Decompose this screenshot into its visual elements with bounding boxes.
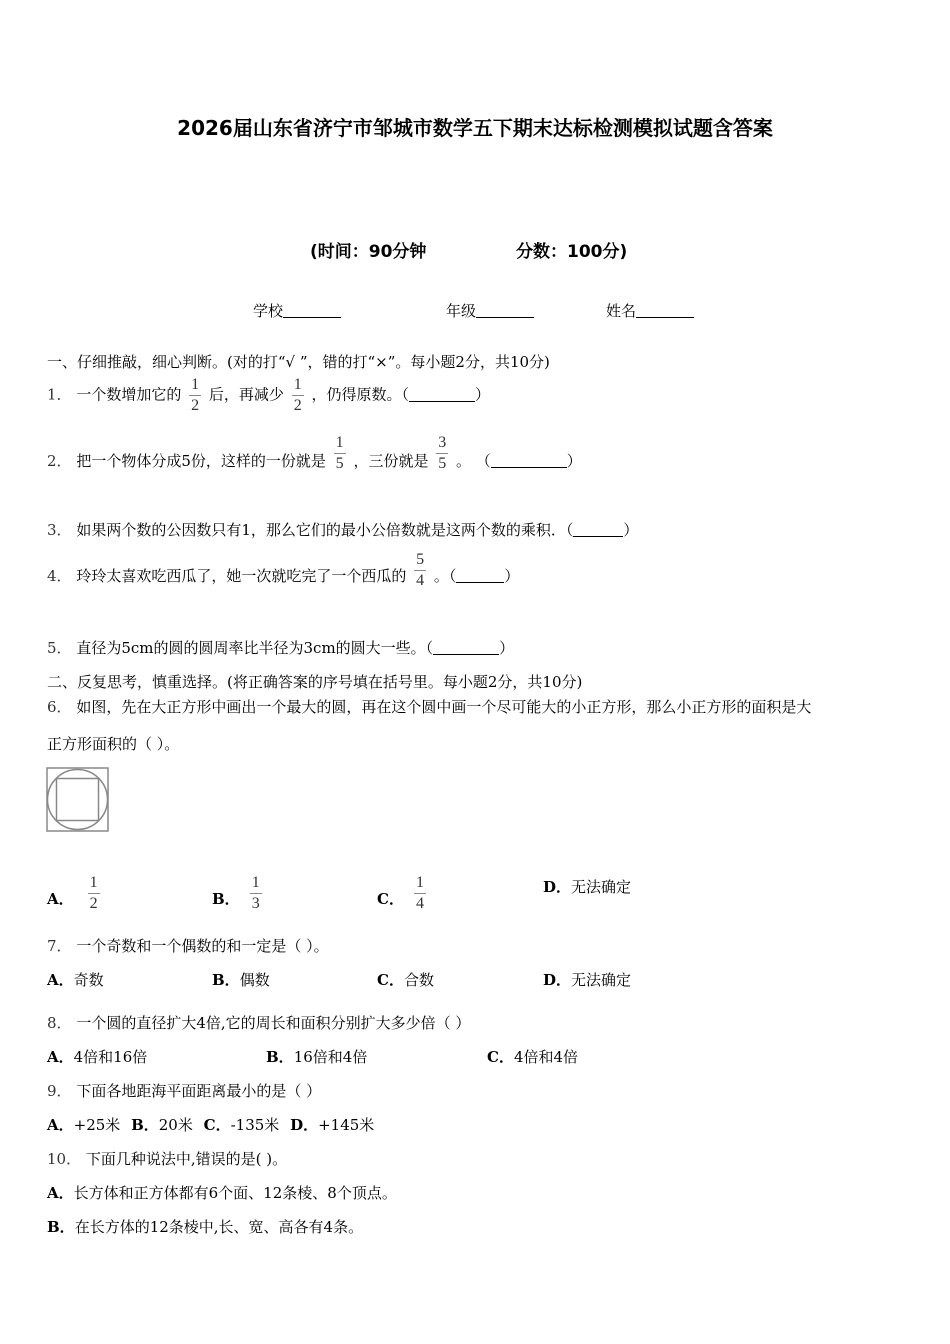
question-8: [47, 1012, 470, 1033]
q10-option-b[interactable]: B．在长方体的12条棱中,长、宽、高各有4条。: [47, 1218, 364, 1236]
q2-close: ）: [566, 452, 582, 470]
q1-close: ）: [475, 385, 491, 404]
q6-option-a[interactable]: A． $\frac{1}{2}$: [47, 874, 98, 912]
question-3: [47, 519, 638, 540]
q2-number: 2．: [47, 452, 72, 470]
section1-heading: 一、仔细推敲，细心判断。(对的打“√ ”，错的打“×”。每小题2分，共10分): [47, 353, 550, 371]
q9-option-d[interactable]: D．+145米: [290, 1116, 375, 1134]
q5-number: 5．: [47, 639, 72, 657]
name-label: 姓名: [606, 302, 637, 320]
question-4: [47, 552, 519, 589]
exam-score: 分数：100分): [516, 242, 628, 262]
q4-text-a: 玲玲太喜欢吃西瓜了，她一次就吃完了一个西瓜的: [76, 567, 407, 585]
q6-figure-square-circle: [46, 767, 110, 833]
q5-answer-blank[interactable]: [433, 639, 499, 655]
q8-option-a[interactable]: A．4倍和16倍: [47, 1048, 148, 1066]
q1-text-b: 后，再减少: [208, 385, 284, 404]
question-5: [47, 637, 514, 658]
section2-heading: 二、反复思考，慎重选择。(将正确答案的序号填在括号里。每小题2分，共10分): [47, 673, 583, 691]
q9-text: 下面各地距海平面距离最小的是（ ）: [76, 1082, 322, 1100]
exam-time: (时间：90分钟: [310, 242, 427, 262]
q2-answer-blank[interactable]: [491, 452, 567, 468]
q4-text-b: 。（: [433, 567, 457, 585]
q5-close: ）: [499, 639, 515, 657]
school-label: 学校: [253, 302, 284, 320]
question-9: [47, 1080, 321, 1101]
grade-label: 年级: [446, 302, 477, 320]
q6-option-a-fraction: $\frac{1}{2}$: [89, 874, 98, 912]
q2-text-b: ，三份就是: [353, 452, 429, 470]
q2-text-a: 把一个物体分成5份，这样的一份就是: [76, 452, 326, 470]
q7-text: 一个奇数和一个偶数的和一定是（ ）。: [76, 937, 329, 955]
question-6: [47, 696, 811, 717]
q7-option-a[interactable]: A．奇数: [47, 971, 104, 989]
q6-option-c-fraction: $\frac{1}{4}$: [415, 874, 424, 912]
q1-number: 1．: [47, 385, 72, 404]
q10-text: 下面几种说法中,错误的是( )。: [85, 1150, 288, 1168]
q6-option-d[interactable]: D．无法确定: [543, 878, 632, 896]
q6-number: 6．: [47, 698, 72, 716]
q7-option-b[interactable]: B．偶数: [212, 971, 270, 989]
q9-option-b[interactable]: B．20米: [131, 1116, 193, 1134]
q8-option-b[interactable]: B．16倍和4倍: [266, 1048, 368, 1066]
question-2: [47, 435, 582, 472]
q8-option-c[interactable]: C．4倍和4倍: [487, 1048, 579, 1066]
q2-text-c: 。 （: [456, 452, 491, 470]
q4-answer-blank[interactable]: [456, 567, 504, 583]
q7-option-c[interactable]: C．合数: [377, 971, 434, 989]
q3-number: 3．: [47, 521, 72, 539]
q4-close: ）: [504, 567, 520, 585]
q1-text-a: 一个数增加它的: [76, 385, 182, 404]
q6-option-b[interactable]: B． $\frac{1}{3}$: [212, 874, 260, 912]
q9-options: [47, 1114, 374, 1135]
question-1: [47, 377, 490, 414]
school-field: [253, 300, 341, 321]
q3-text: 如果两个数的公因数只有1，那么它们的最小公倍数就是这两个数的乘积．（: [76, 521, 574, 539]
q1-fraction-2: $\frac{1}{2}$: [293, 376, 302, 414]
question-7: [47, 935, 329, 956]
q6-option-c[interactable]: C． $\frac{1}{4}$: [377, 874, 424, 912]
q2-fraction-1: $\frac{1}{5}$: [335, 434, 344, 472]
q6-line-1: 如图，先在大正方形中画出一个最大的圆，再在这个圆中画一个尽可能大的小正方形，那么小正方形的面积是大: [76, 698, 812, 716]
q8-number: 8．: [47, 1014, 72, 1032]
school-blank[interactable]: [283, 302, 341, 318]
q3-close: ）: [623, 521, 639, 539]
q9-number: 9．: [47, 1082, 72, 1100]
q7-option-d[interactable]: D．无法确定: [543, 971, 632, 989]
q10-number: 10．: [47, 1150, 82, 1168]
q3-answer-blank[interactable]: [573, 521, 623, 537]
document-title: 2026届山东省济宁市邹城市数学五下期末达标检测模拟试题含答案: [177, 116, 773, 140]
q4-fraction: $\frac{5}{4}$: [416, 551, 425, 589]
grade-field: [446, 300, 534, 321]
q9-option-c[interactable]: C．-135米: [203, 1116, 280, 1134]
question-10: [47, 1148, 287, 1169]
q7-number: 7．: [47, 937, 72, 955]
grade-blank[interactable]: [476, 302, 534, 318]
q8-text: 一个圆的直径扩大4倍,它的周长和面积分别扩大多少倍（ ）: [76, 1014, 471, 1032]
name-blank[interactable]: [636, 302, 694, 318]
q6-small-square: [57, 779, 99, 821]
q1-fraction-1: $\frac{1}{2}$: [191, 376, 200, 414]
q9-option-a[interactable]: A．+25米: [47, 1116, 121, 1134]
q6-line-2: 正方形面积的（ ）。: [47, 735, 180, 753]
q2-fraction-2: $\frac{3}{5}$: [438, 434, 447, 472]
q5-text: 直径为5cm的圆的圆周率比半径为3cm的圆大一些。（: [76, 639, 434, 657]
q1-answer-blank[interactable]: [409, 386, 475, 402]
q10-option-a[interactable]: A．长方体和正方体都有6个面、12条棱、8个顶点。: [47, 1184, 397, 1202]
q1-text-c: ，仍得原数。（: [311, 385, 409, 404]
name-field: [606, 300, 694, 321]
q4-number: 4．: [47, 567, 72, 585]
q6-option-b-fraction: $\frac{1}{3}$: [251, 874, 260, 912]
